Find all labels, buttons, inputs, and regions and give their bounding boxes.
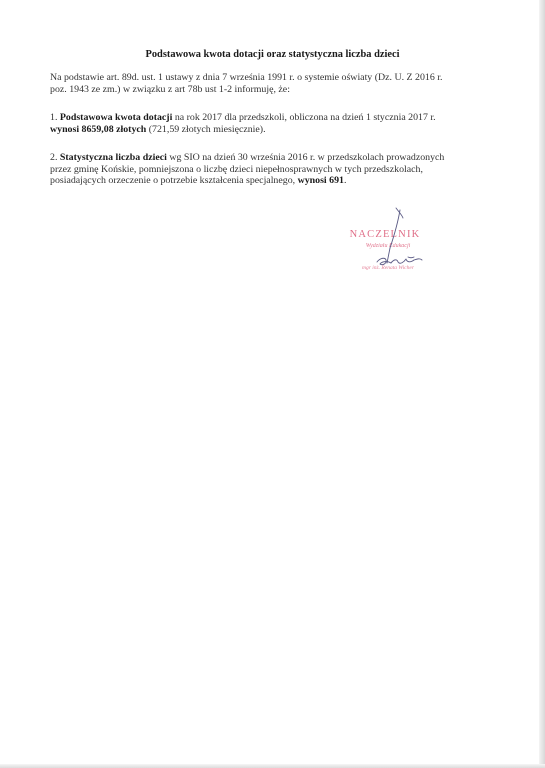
point-1-line-1 bbox=[50, 112, 505, 124]
point-1-paragraph bbox=[50, 112, 505, 135]
point-2-line-1 bbox=[50, 152, 505, 164]
point-1-line-2 bbox=[50, 124, 505, 136]
point-2-bold-label: Statystyczna liczba dzieci bbox=[59, 152, 167, 163]
point-1-text: na rok 2017 dla przedszkoli, obliczona na dzień 1 stycznia 2017 r. bbox=[172, 112, 436, 123]
page-edge-shadow bbox=[539, 0, 545, 768]
intro-paragraph bbox=[50, 72, 505, 95]
stamp-subtitle: Wydziału Edukacji bbox=[365, 243, 411, 249]
point-1-bold-label: Podstawowa kwota dotacji bbox=[59, 112, 173, 123]
stamp-title: NACZELNIK bbox=[349, 229, 421, 240]
page-bottom-shadow bbox=[0, 764, 545, 768]
intro-line-1: Na podstawie art. 89d. ust. 1 ustawy z dnia 7 września 1991 r. o systemie oświaty (Dz. U. Z 2016 r. bbox=[50, 72, 443, 83]
intro-line-2: poz. 1943 ze zm.) w związku z art 78b ust 1-2 informuję, że: bbox=[50, 83, 290, 95]
point-2-line-3: posiadających orzeczenie o potrzebie kształcenia specjalnego, wynosi 691. bbox=[50, 175, 347, 186]
point-2-bold-value: wynosi 691 bbox=[297, 175, 344, 186]
point-2-paragraph bbox=[50, 152, 505, 187]
point-2-text-3: posiadających orzeczenie o potrzebie kształcenia specjalnego, bbox=[50, 175, 298, 186]
point-2-number: 2. bbox=[50, 152, 58, 163]
stamp-name: mgr inż. Renata Wicher bbox=[362, 265, 414, 271]
official-stamp-with-signature bbox=[330, 206, 440, 276]
point-2-text: wg SIO na dzień 30 września 2016 r. w przedszkolach prowadzonych bbox=[166, 152, 445, 163]
point-1-bold-amount: wynosi 8659,08 złotych bbox=[50, 123, 147, 135]
point-1-number: 1. bbox=[50, 112, 58, 123]
point-2-line-2: przez gminę Końskie, pomniejszona o liczbę dzieci niepełnosprawnych w tych przedszkolach, bbox=[50, 163, 423, 175]
point-1-text-2: (721,59 złotych miesięcznie). bbox=[146, 123, 266, 135]
document-title: Podstawowa kwota dotacji oraz statystyczna liczba dzieci bbox=[145, 49, 400, 60]
